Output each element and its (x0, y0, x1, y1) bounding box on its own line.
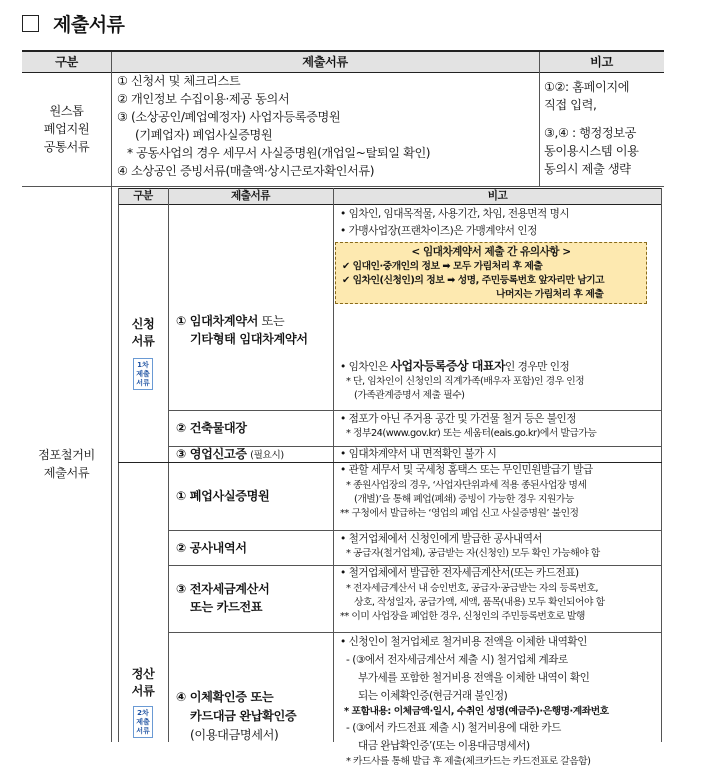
invoice-doc-name: ③ 전자세금계산서 또는 카드전표 (176, 582, 270, 614)
header-documents: 제출서류 (302, 55, 348, 69)
settle-badge: 2차 제출 서류 (133, 706, 153, 738)
license-remarks: • 임대차계약서 내 면적확인 불가 시 (340, 448, 497, 460)
demolition-category: 점포철거비 제출서류 (38, 448, 95, 480)
invoice-remarks: • 철거업체에서 발급한 전자세금계산서(또는 카드전표) * 전자세금계산서 내 승인번호, 공급자·공급받는 자의 등록번호, 상호, 작성일자, 공급가액, 세액, 품목(내용) 모두 확인되어야 함 ** 이미 사업장을 폐업한 경우, 신청인의 주민등록번호로 발행 (340, 567, 605, 622)
transfer-doc-name: ④ 이체확인증 또는 카드대금 완납확인증 (이용대금명세서) (176, 690, 297, 742)
apply-label: 신청 서류 (131, 317, 155, 348)
building-remarks: • 점포가 아닌 주거용 공간 및 가건물 철거 등은 불인정 * 정부24(www.gov.kr) 또는 세움터(eais.go.kr)에서 발급가능 (340, 413, 597, 439)
transfer-remarks: • 신청인이 철거업체로 철거비용 전액을 이체한 내역확인 - (③에서 전자세금계산서 제출 시) 철거업체 계좌로 부가세를 포함한 철거비용 전액을 이체한 내역이 확인 되는 이체확인증(현금거래 불인정) * 포함내용: 이체금액·일시, 수취인 성명(예금주)·은행명·계좌번호 - (③에서 카드전표 제출 시) 철거비용에 대한 카드 대금 완납확인증’(또는 이용대금명세서) * 카드사를 통해 발급 후 제출(체크카드는 카드전표로 갈음함) (340, 636, 609, 767)
lease-notice-box (335, 242, 647, 304)
sub-header-remarks: 비고 (487, 189, 508, 202)
header-remarks: 비고 (590, 55, 613, 69)
closure-doc-name: ① 폐업사실증명원 (176, 489, 270, 503)
closure-remarks: • 관할 세무서 및 국세청 홈택스 또는 무인민원발급기 발급 * 종원사업장의 경우, ‘사업자단위과세 적용 종된사업장 명세 (개별)’을 통해 폐업(폐쇄) 증빙이 가능한 경우 지원가능 ** 구청에서 발급하는 ‘영업의 폐업 신고 사실증명원’ 불인정 (340, 464, 593, 519)
building-doc-name: ② 건축물대장 (176, 421, 247, 435)
common-item: ④ 소상공인 증빙서류(매출액·상시근로자확인서류) (117, 164, 375, 178)
lease-doc-name: ① 임대차계약서 또는 기타형태 임대차계약서 (176, 314, 308, 346)
common-items (117, 72, 537, 180)
lease-remarks-2: • 임차인은 사업자등록증상 대표자인 경우만 인정 * 단, 임차인이 신청인의 직계가족(배우자 포함)인 경우 인정 (가족관계증명서 제출 필수) (340, 359, 585, 401)
documents-table (22, 50, 664, 767)
sub-header-documents: 제출서류 (231, 189, 270, 202)
common-item: (기폐업자) 폐업사실증명원 (135, 128, 273, 142)
common-remarks: ①②: 홈페이지에 직접 입력, ③,④ : 행정정보공 동이용시스템 이용 동의시 제출 생략 (544, 80, 639, 176)
sub-header-category: 구분 (133, 189, 153, 202)
notice-title: < 임대차계약서 제출 간 유의사항 > (411, 246, 571, 258)
contract-doc-name: ② 공사내역서 (176, 540, 247, 555)
header-category: 구분 (55, 55, 78, 69)
notice-item: ✔ 임대인·중개인의 정보 ➡ 모두 가림처리 후 제출 (342, 261, 543, 272)
notice-item: ✔ 임차인(신청인)의 정보 ➡ 성명, 주민등록번호 앞자리만 남기고 (342, 275, 605, 286)
common-item: * 공동사업의 경우 세무서 사실증명원(개업일~탈퇴일 확인) (127, 146, 431, 160)
common-item: ① 신청서 및 체크리스트 (117, 74, 241, 88)
contract-remarks: • 철거업체에서 신청인에게 발급한 공사내역서 * 공급자(철거업체), 공급받는 자(신청인) 모두 확인 가능해야 함 (340, 533, 600, 559)
common-item: ③ (소상공인/폐업예정자) 사업자등록증명원 (117, 110, 341, 124)
common-item: ② 개인정보 수집이용·제공 동의서 (117, 92, 290, 106)
license-doc-name: ③ 영업신고증 (필요시) (176, 447, 284, 461)
common-category: 원스톱 폐업지원 공통서류 (43, 104, 90, 154)
lease-remarks: • 임차인, 임대목적물, 사용기간, 차임, 전용면적 명시 • 가맹사업장(프랜차이즈)은 가맹계약서 인정 (340, 208, 570, 237)
section-title (22, 10, 124, 37)
page-title: 제출서류 (53, 14, 125, 36)
checkbox-square-icon (22, 15, 39, 32)
notice-item: 나머지는 가림처리 후 제출 (496, 289, 604, 300)
settle-label: 정산 서류 (131, 667, 155, 698)
apply-badge: 1차 제출 서류 (133, 358, 153, 390)
